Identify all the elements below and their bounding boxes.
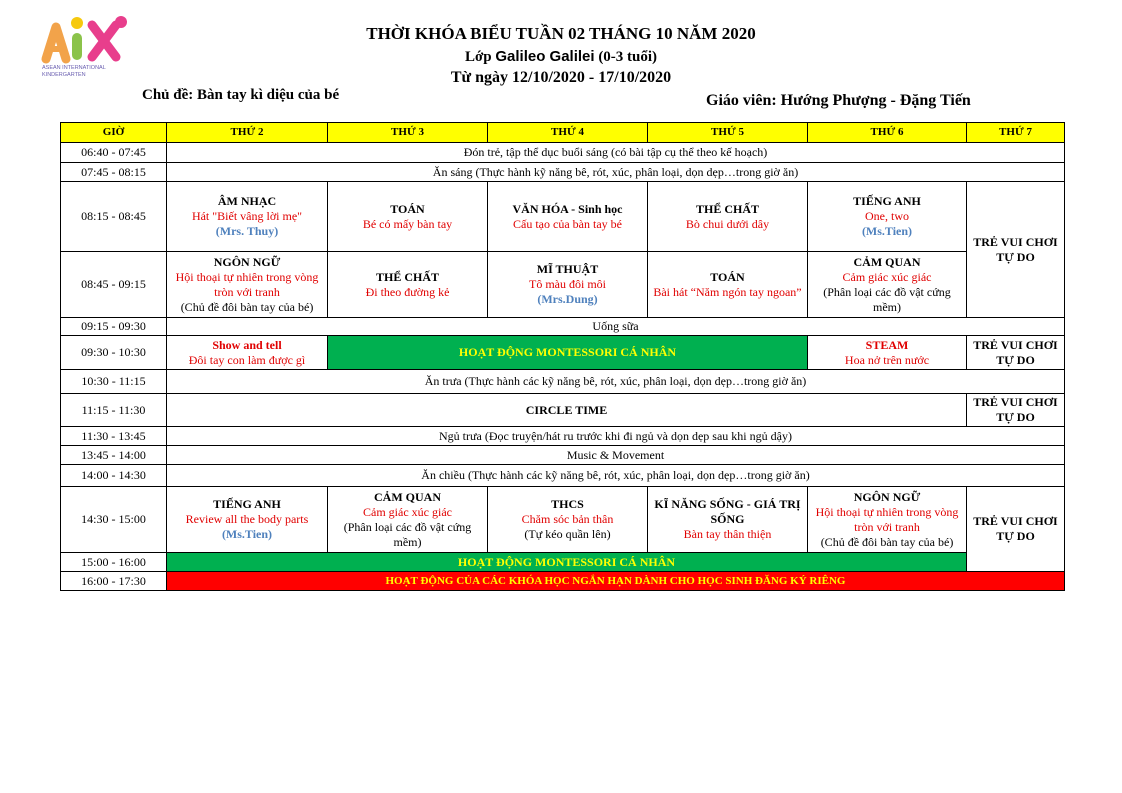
lesson-cell: THCS Chăm sóc bản thân (Tự kéo quần lên) [488, 487, 648, 553]
table-row [61, 336, 1065, 370]
time-cell: 09:30 - 10:30 [61, 336, 167, 370]
activity-cell: Music & Movement [167, 446, 1065, 465]
time-cell: 13:45 - 14:00 [61, 446, 167, 465]
header-cell: THỨ 4 [488, 123, 648, 143]
topic: Chủ đề: Bàn tay kì diệu của bé [142, 87, 340, 103]
activity-cell: Ăn sáng (Thực hành kỹ năng bê, rót, xúc, phân loại, dọn dẹp…trong giờ ăn) [167, 163, 1065, 182]
svg-text:KINDERGARTEN: KINDERGARTEN [42, 72, 86, 78]
montessori-block: HOẠT ĐỘNG MONTESSORI CÁ NHÂN [167, 553, 967, 572]
lesson-cell: TOÁN Bài hát “Năm ngón tay ngoan” [648, 252, 808, 318]
time-cell: 11:15 - 11:30 [61, 394, 167, 427]
header-cell: GIỜ [61, 123, 167, 143]
time-cell: 14:00 - 14:30 [61, 465, 167, 487]
table-row [61, 465, 1065, 487]
table-row [61, 394, 1065, 427]
lesson-cell: TOÁN Bé có mấy bàn tay [328, 182, 488, 252]
table-row [61, 427, 1065, 446]
time-cell: 14:30 - 15:00 [61, 487, 167, 553]
lesson-cell: TIẾNG ANH Review all the body parts (Ms.Tien) [167, 487, 328, 553]
lesson-cell: VĂN HÓA - Sinh học Cấu tạo của bàn tay bé [488, 182, 648, 252]
lesson-cell: MĨ THUẬT Tô màu đôi môi (Mrs.Dung) [488, 252, 648, 318]
activity-cell: Đón trẻ, tập thể dục buổi sáng (có bài tập cụ thể theo kế hoạch) [167, 143, 1065, 163]
header-cell: THỨ 2 [167, 123, 328, 143]
table-row [61, 252, 1065, 318]
lesson-cell: NGÔN NGỮ Hội thoại tự nhiên trong vòng tròn với tranh (Chủ đề đôi bàn tay của bé) [167, 252, 328, 318]
lesson-cell: CẢM QUAN Cảm giác xúc giác (Phân loại các đồ vật cứng mềm) [328, 487, 488, 553]
table-row [61, 143, 1065, 163]
lesson-cell: STEAM Hoa nở trên nước [808, 336, 967, 370]
saturday-free-play: TRẺ VUI CHƠI TỰ DO [967, 336, 1065, 370]
time-cell: 15:00 - 16:00 [61, 553, 167, 572]
lesson-cell: TIẾNG ANH One, two (Ms.Tien) [808, 182, 967, 252]
date-range: Từ ngày 12/10/2020 - 17/10/2020 [450, 69, 672, 86]
schedule-title: THỜI KHÓA BIỂU TUẦN 02 THÁNG 10 NĂM 2020 [366, 24, 756, 43]
table-row [61, 572, 1065, 591]
short-course-block: HOẠT ĐỘNG CỦA CÁC KHÓA HỌC NGẮN HẠN DÀNH CHO HỌC SINH ĐĂNG KÝ RIÊNG [167, 572, 1065, 591]
time-cell: 16:00 - 17:30 [61, 572, 167, 591]
class-name: Galileo Galilei [495, 48, 595, 65]
time-cell: 07:45 - 08:15 [61, 163, 167, 182]
saturday-free-play: TRẺ VUI CHƠI TỰ DO [967, 394, 1065, 427]
lesson-cell: KĨ NĂNG SỐNG - GIÁ TRỊ SỐNG Bàn tay thân thiện [648, 487, 808, 553]
lesson-cell: THỂ CHẤT Bò chui dưới dây [648, 182, 808, 252]
montessori-block: HOẠT ĐỘNG MONTESSORI CÁ NHÂN [328, 336, 808, 370]
header-cell: THỨ 6 [808, 123, 967, 143]
table-row [61, 553, 1065, 572]
teacher: Giáo viên: Hướng Phượng - Đặng Tiến [706, 92, 971, 109]
header-cell: THỨ 3 [328, 123, 488, 143]
circle-time: CIRCLE TIME [167, 394, 967, 427]
table-row [61, 446, 1065, 465]
table-row [61, 370, 1065, 394]
time-cell: 06:40 - 07:45 [61, 143, 167, 163]
activity-cell: Ngủ trưa (Đọc truyện/hát ru trước khi đi ngủ và dọn dẹp sau khi ngủ dậy) [167, 427, 1065, 446]
lesson-cell: THỂ CHẤT Đi theo đường kẻ [328, 252, 488, 318]
svg-text:ASEAN INTERNATIONAL: ASEAN INTERNATIONAL [42, 65, 106, 71]
time-cell: 09:15 - 09:30 [61, 318, 167, 336]
table-row [61, 487, 1065, 553]
time-cell: 10:30 - 11:15 [61, 370, 167, 394]
class-line: Lớp Galileo Galilei (0-3 tuổi) [464, 48, 658, 65]
saturday-free-play: TRẺ VUI CHƠI TỰ DO [967, 487, 1065, 572]
lesson-cell: CẢM QUAN Cảm giác xúc giác (Phân loại các đồ vật cứng mềm) [808, 252, 967, 318]
activity-cell: Ăn chiều (Thực hành các kỹ năng bê, rót, xúc, phân loại, dọn dẹp…trong giờ ăn) [167, 465, 1065, 487]
lesson-cell: ÂM NHẠC Hát "Biết vâng lời mẹ" (Mrs. Thuy) [167, 182, 328, 252]
header-cell: THỨ 5 [648, 123, 808, 143]
timetable [60, 122, 1065, 591]
activity-cell: Ăn trưa (Thực hành các kỹ năng bê, rót, xúc, phân loại, dọn dẹp…trong giờ ăn) [167, 370, 1065, 394]
time-cell: 08:45 - 09:15 [61, 252, 167, 318]
table-row [61, 163, 1065, 182]
table-row [61, 182, 1065, 252]
activity-cell: Uống sữa [167, 318, 1065, 336]
lesson-cell: NGÔN NGỮ Hội thoại tự nhiên trong vòng tròn với tranh (Chủ đề đôi bàn tay của bé) [808, 487, 967, 553]
time-cell: 11:30 - 13:45 [61, 427, 167, 446]
saturday-free-play: TRẺ VUI CHƠI TỰ DO [967, 182, 1065, 318]
header-row [61, 123, 1065, 143]
header-cell: THỨ 7 [967, 123, 1065, 143]
time-cell: 08:15 - 08:45 [61, 182, 167, 252]
lesson-cell: Show and tell Đôi tay con làm được gì [167, 336, 328, 370]
table-row [61, 318, 1065, 336]
